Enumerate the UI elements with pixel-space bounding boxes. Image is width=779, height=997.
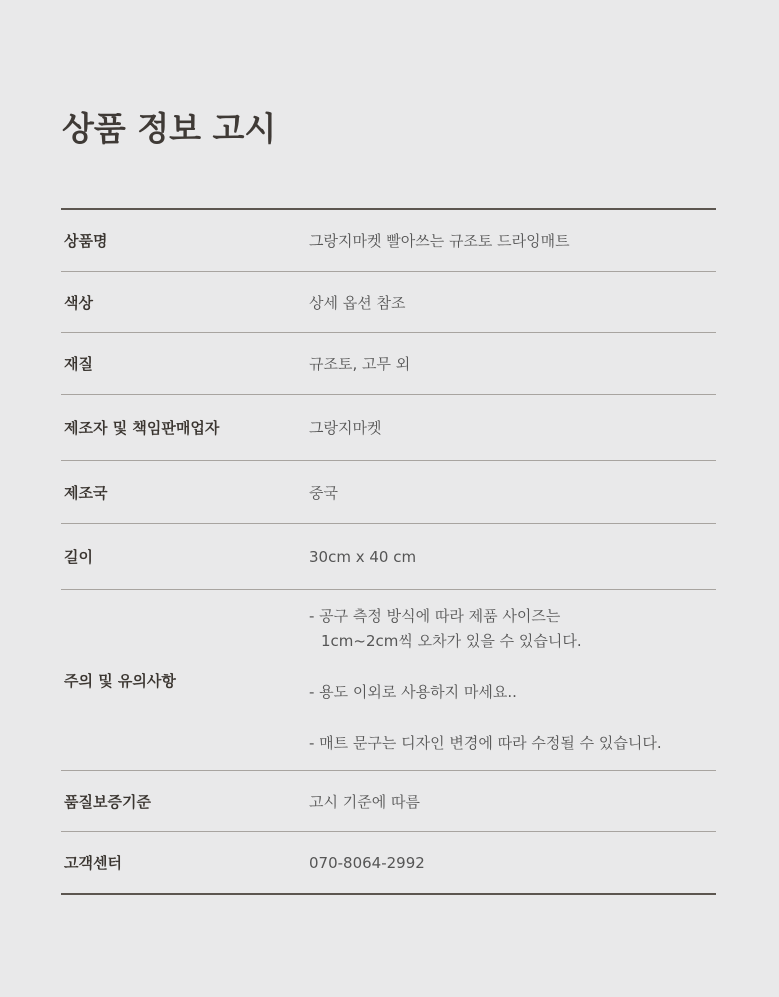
caution-note-1: - 공구 측정 방식에 따라 제품 사이즈는 [309, 607, 561, 625]
page-title: 상품 정보 고시 [62, 109, 277, 148]
row-label-manufacturer: 제조자 및 책임판매업자 [64, 419, 220, 437]
table-row [61, 771, 716, 832]
row-label-length: 길이 [64, 548, 93, 566]
table-row [61, 272, 716, 333]
row-label-caution: 주의 및 유의사항 [64, 671, 176, 690]
row-label-quality-guarantee: 품질보증기준 [64, 792, 151, 811]
table-row [61, 590, 716, 771]
row-value-customer-center: 070-8064-2992 [309, 853, 425, 872]
caution-note-1-continued: 1cm~2cm씩 오차가 있을 수 있습니다. [321, 632, 582, 650]
row-value-color: 상세 옵션 참조 [309, 293, 406, 312]
row-value-origin: 중국 [309, 483, 338, 502]
row-value-manufacturer: 그랑지마켓 [309, 419, 382, 437]
table-row [61, 395, 716, 461]
table-row [61, 461, 716, 524]
caution-note-2: - 용도 이외로 사용하지 마세요.. [309, 683, 517, 701]
row-value-quality-guarantee: 고시 기준에 따름 [309, 792, 420, 811]
table-row [61, 832, 716, 893]
product-info-table [61, 208, 716, 895]
caution-note-3: - 매트 문구는 디자인 변경에 따라 수정될 수 있습니다. [309, 734, 662, 752]
table-row [61, 210, 716, 272]
table-row [61, 333, 716, 395]
row-label-product-name: 상품명 [64, 232, 108, 250]
row-value-product-name: 그랑지마켓 빨아쓰는 규조토 드라잉매트 [309, 232, 570, 250]
row-value-length: 30cm x 40 cm [309, 547, 417, 566]
row-label-color: 색상 [64, 293, 93, 312]
table-row [61, 524, 716, 590]
row-value-caution [309, 604, 716, 756]
row-label-origin: 제조국 [64, 483, 108, 502]
row-value-material: 규조토, 고무 외 [309, 355, 411, 373]
row-label-material: 재질 [64, 355, 93, 373]
row-label-customer-center: 고객센터 [64, 854, 122, 872]
